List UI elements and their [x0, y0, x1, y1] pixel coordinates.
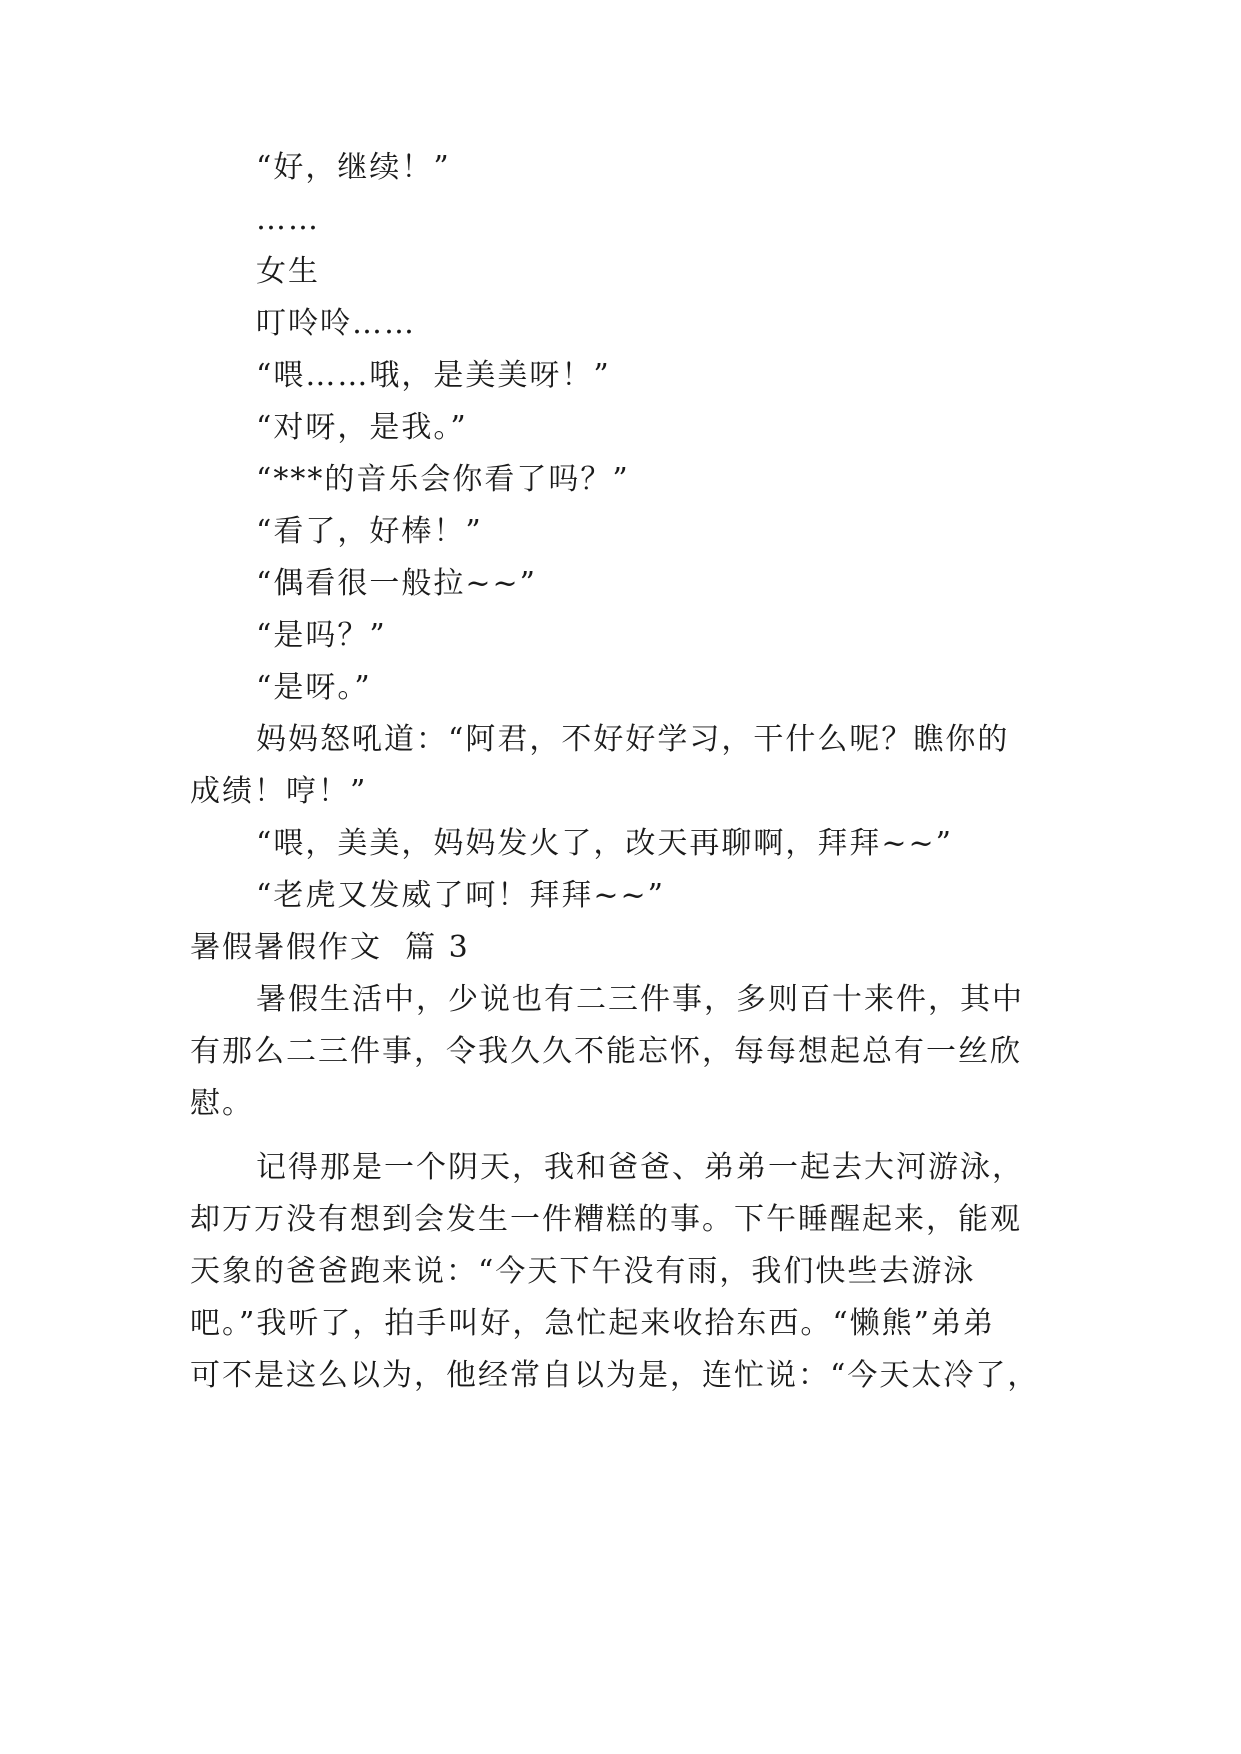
- paragraph-line: 可不是这么以为，他经常自以为是，连忙说：“今天太冷了，: [190, 1358, 1040, 1393]
- dialogue-line: 女生: [256, 254, 320, 289]
- paragraph-line: 吧。”我听了，拍手叫好，急忙起来收拾东西。“懒熊”弟弟: [190, 1306, 996, 1341]
- dialogue-line: “偶看很一般拉~~”: [256, 566, 537, 601]
- paragraph-line: 慰。: [190, 1086, 254, 1121]
- paragraph-line: 成绩！哼！”: [190, 774, 368, 809]
- paragraph-line: 却万万没有想到会发生一件糟糕的事。下午睡醒起来，能观: [190, 1202, 1022, 1237]
- dialogue-line: “是呀。”: [256, 670, 372, 705]
- dialogue-line: ……: [256, 202, 320, 237]
- section-title: 暑假暑假作文 篇 3: [190, 930, 470, 965]
- paragraph-line: 暑假生活中，少说也有二三件事，多则百十来件，其中: [256, 982, 1024, 1017]
- dialogue-line: “喂……哦，是美美呀！”: [256, 358, 611, 393]
- dialogue-line: “老虎又发威了呵！拜拜~~”: [256, 878, 665, 913]
- paragraph-line: 有那么二三件事，令我久久不能忘怀，每每想起总有一丝欣: [190, 1034, 1022, 1069]
- dialogue-line: “看了，好棒！”: [256, 514, 483, 549]
- dialogue-line: 叮呤呤……: [256, 306, 416, 341]
- paragraph-line: 妈妈怒吼道：“阿君，不好好学习，干什么呢？瞧你的: [256, 722, 1010, 757]
- dialogue-line: “喂，美美，妈妈发火了，改天再聊啊，拜拜~~”: [256, 826, 953, 861]
- paragraph-line: 天象的爸爸跑来说：“今天下午没有雨，我们快些去游泳: [190, 1254, 976, 1289]
- dialogue-line: “***的音乐会你看了吗？”: [256, 462, 630, 497]
- dialogue-line: “对呀，是我。”: [256, 410, 468, 445]
- dialogue-line: “是吗？”: [256, 618, 387, 653]
- dialogue-line: “好，继续！”: [256, 150, 451, 185]
- paragraph-line: 记得那是一个阴天，我和爸爸、弟弟一起去大河游泳，: [256, 1150, 1024, 1185]
